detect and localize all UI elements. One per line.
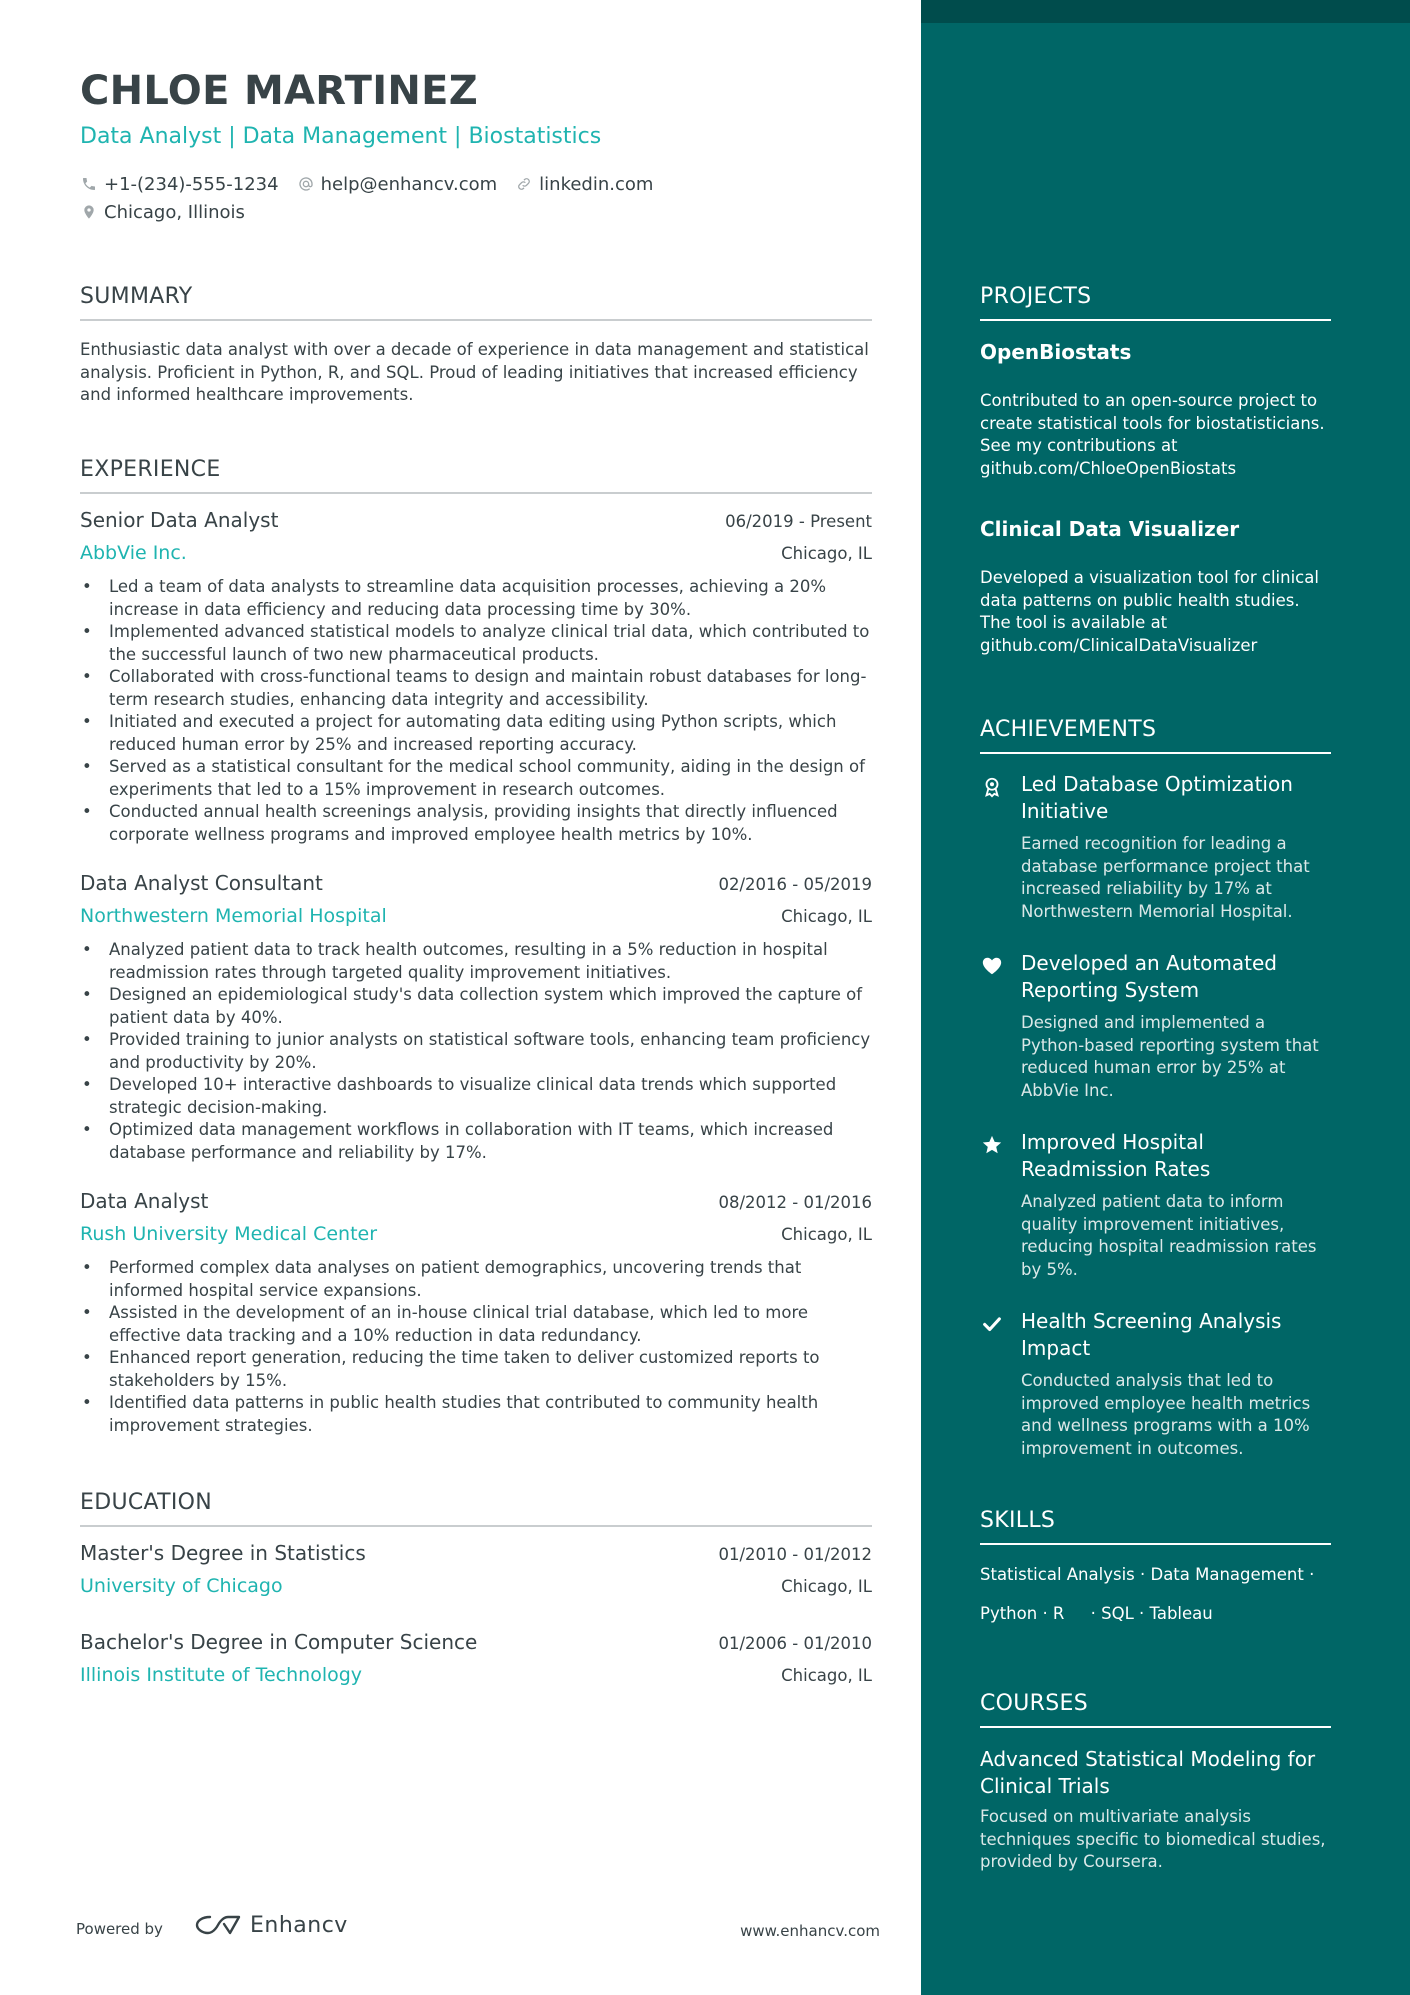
website-link[interactable]: www.enhancv.com [740, 1922, 880, 1940]
experience-heading: EXPERIENCE [80, 457, 872, 494]
achievements-heading: ACHIEVEMENTS [980, 717, 1331, 754]
enhancv-logo[interactable] [194, 1912, 348, 1938]
bullet-item: • Assisted in the development of an in-house clinical trial database, which led to more effective data tracking and a 10% reduction in data redundancy. [80, 1302, 872, 1347]
bullet-item: • Collaborated with cross-functional teams to design and maintain robust databases for long-term research studies, enhancing data integrity and accessibility. [80, 666, 872, 711]
headline: Data Analyst | Data Management | Biostatistics [80, 124, 602, 149]
company-name: Rush University Medical Center [80, 1223, 378, 1245]
bullet-item: • Led a team of data analysts to streamline data acquisition processes, achieving a 20% increase in data efficiency and reducing data processing time by 30%. [80, 576, 872, 621]
education-heading: EDUCATION [80, 1490, 872, 1527]
project-name: Clinical Data Visualizer [980, 517, 1240, 541]
footer [76, 1910, 880, 1950]
school-location: Chicago, IL [781, 1666, 872, 1685]
project-name: OpenBiostats [980, 340, 1132, 364]
school-name: University of Chicago [80, 1575, 283, 1597]
contact-info [80, 170, 671, 226]
link-icon [515, 175, 533, 193]
bullet-item: • Initiated and executed a project for automating data editing using Python scripts, which reduced human error by 25% and increased reporting accuracy. [80, 711, 872, 756]
experience-entry [80, 1189, 872, 1437]
achievement-description: Designed and implemented a Python-based reporting system that reduced human error by 25% at AbbVie Inc. [1021, 1013, 1319, 1100]
company-name: AbbVie Inc. [80, 542, 187, 564]
achievement-title: Improved Hospital Readmission Rates [1021, 1130, 1211, 1181]
project-description: Contributed to an open-source project to create statistical tools for biostatisticians. See my contributions at github.com/ChloeOpenBiostats [980, 391, 1325, 478]
location-contact [80, 202, 245, 223]
checkmark-icon [980, 1312, 1004, 1336]
education-dates: 01/2010 - 01/2012 [718, 1545, 872, 1564]
courses-heading: COURSES [980, 1691, 1331, 1728]
job-location: Chicago, IL [781, 907, 872, 926]
job-bullets [80, 1257, 872, 1437]
sidebar [921, 0, 1410, 1995]
job-location: Chicago, IL [781, 544, 872, 563]
education-entry [80, 1541, 872, 1607]
school-name: Illinois Institute of Technology [80, 1664, 363, 1686]
sidebar-top-band [921, 0, 1410, 23]
linkedin-url[interactable]: linkedin.com [539, 173, 654, 195]
phone-number: +1-(234)-555-1234 [104, 173, 279, 195]
bullet-item: • Analyzed patient data to track health outcomes, resulting in a 5% reduction in hospital readmission rates through targeted quality improvement initiatives. [80, 939, 872, 984]
powered-by-label: Powered by [76, 1920, 163, 1938]
job-title: Senior Data Analyst [80, 508, 279, 532]
education-entry [80, 1630, 872, 1696]
heart-icon [980, 954, 1004, 978]
candidate-name: CHLOE MARTINEZ [80, 68, 479, 114]
achievement-description: Conducted analysis that led to improved employee health metrics and wellness programs with a 10% improvement in outcomes. [1021, 1371, 1311, 1458]
experience-entry [80, 871, 872, 1164]
star-icon [980, 1133, 1004, 1157]
achievement-title: Led Database Optimization Initiative [1021, 772, 1293, 823]
bullet-item: • Developed 10+ interactive dashboards to visualize clinical data trends which supported strategic decision-making. [80, 1074, 872, 1119]
bullet-item: • Performed complex data analyses on patient demographics, uncovering trends that informed hospital service expansions. [80, 1257, 872, 1302]
bullet-item: • Served as a statistical consultant for the medical school community, aiding in the design of experiments that led to a 15% improvement in research outcomes. [80, 756, 872, 801]
skills-heading: SKILLS [980, 1508, 1331, 1545]
award-icon [980, 775, 1004, 799]
map-pin-icon [80, 203, 98, 221]
achievement-description: Analyzed patient data to inform quality improvement initiatives, reducing hospital readmission rates by 5%. [1021, 1192, 1317, 1279]
school-location: Chicago, IL [781, 1577, 872, 1596]
company-name: Northwestern Memorial Hospital [80, 905, 387, 927]
job-title: Data Analyst Consultant [80, 871, 323, 895]
email-contact[interactable] [297, 174, 498, 195]
bullet-item: • Conducted annual health screenings analysis, providing insights that directly influenced corporate wellness programs and improved employee health metrics by 10%. [80, 801, 872, 846]
achievement-title: Developed an Automated Reporting System [1021, 951, 1277, 1002]
job-bullets [80, 939, 872, 1164]
location-text: Chicago, Illinois [104, 201, 245, 223]
job-dates: 06/2019 - Present [725, 512, 872, 531]
summary-text: Enthusiastic data analyst with over a decade of experience in data management and statistical analysis. Proficient in Python, R, and SQL. Proud of leading initiatives that increased efficiency and informed healthcare improvements. [80, 340, 869, 404]
brand-name: Enhancv [250, 1912, 348, 1938]
projects-heading: PROJECTS [980, 284, 1331, 321]
enhancv-logo-icon [194, 1912, 242, 1938]
phone-contact [80, 174, 279, 195]
bullet-item: • Implemented advanced statistical models to analyze clinical trial data, which contributed to the successful launch of two new pharmaceutical products. [80, 621, 872, 666]
at-icon [297, 175, 315, 193]
bullet-item: • Optimized data management workflows in collaboration with IT teams, which increased database performance and reliability by 17%. [80, 1119, 872, 1164]
job-dates: 02/2016 - 05/2019 [718, 875, 872, 894]
job-location: Chicago, IL [781, 1225, 872, 1244]
summary-heading: SUMMARY [80, 284, 872, 321]
skills-list: Python · R · SQL · Tableau [980, 1604, 1213, 1623]
degree-name: Bachelor's Degree in Computer Science [80, 1630, 478, 1654]
bullet-item: • Identified data patterns in public health studies that contributed to community health improvement strategies. [80, 1392, 872, 1437]
education-dates: 01/2006 - 01/2010 [718, 1634, 872, 1653]
linkedin-contact[interactable] [515, 174, 653, 195]
email-address[interactable]: help@enhancv.com [320, 173, 498, 195]
bullet-item: • Provided training to junior analysts on statistical software tools, enhancing team proficiency and productivity by 20%. [80, 1029, 872, 1074]
job-dates: 08/2012 - 01/2016 [718, 1193, 872, 1212]
job-bullets [80, 576, 872, 846]
phone-icon [80, 175, 98, 193]
achievement-title: Health Screening Analysis Impact [1021, 1309, 1282, 1360]
project-description: Developed a visualization tool for clinical data patterns on public health studies. The tool is available at github.com/ClinicalDataVisualizer [980, 568, 1319, 655]
bullet-item: • Enhanced report generation, reducing the time taken to deliver customized reports to stakeholders by 15%. [80, 1347, 872, 1392]
course-description: Focused on multivariate analysis techniques specific to biomedical studies, provided by Coursera. [980, 1807, 1326, 1871]
degree-name: Master's Degree in Statistics [80, 1541, 366, 1565]
achievement-description: Earned recognition for leading a database performance project that increased reliability by 17% at Northwestern Memorial Hospital. [1021, 834, 1310, 921]
experience-entry [80, 508, 872, 846]
job-title: Data Analyst [80, 1189, 209, 1213]
skills-list: Statistical Analysis · Data Management · [980, 1565, 1315, 1584]
course-name: Advanced Statistical Modeling for Clinical Trials [980, 1747, 1316, 1798]
bullet-item: • Designed an epidemiological study's data collection system which improved the capture of patient data by 40%. [80, 984, 872, 1029]
